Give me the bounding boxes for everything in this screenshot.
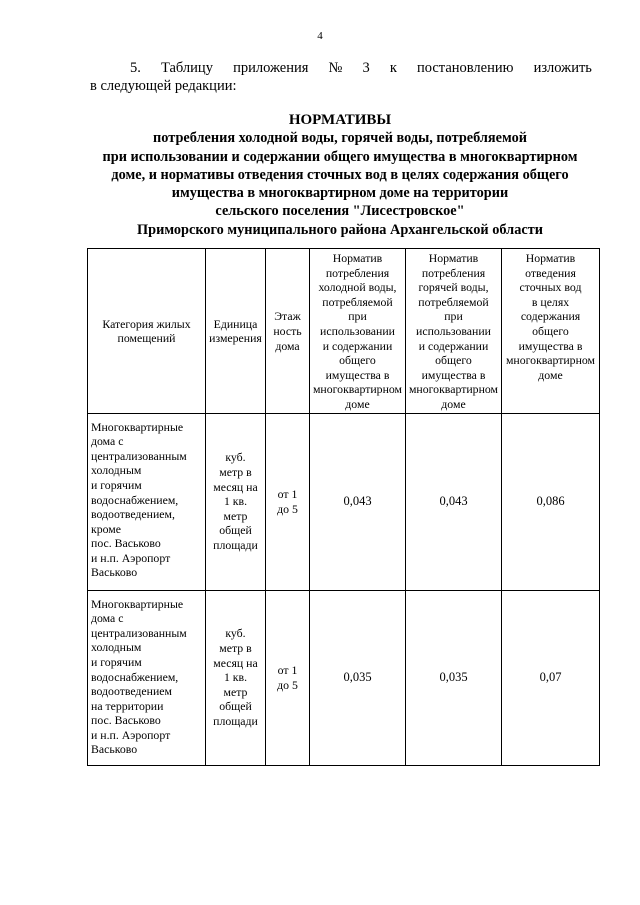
cell-line: кроме	[91, 521, 122, 536]
intro-word: постановлению	[417, 60, 514, 76]
cell-line: метр в	[219, 641, 252, 656]
cell-line: водоснабжением,	[91, 669, 179, 684]
intro-word: 3	[362, 60, 370, 76]
cell-line: многоквартирном	[312, 382, 403, 397]
cell-line: Норматив	[332, 251, 383, 265]
cell-line: при	[348, 309, 367, 324]
heading-line: имущества в многоквартирном доме на территории	[171, 185, 509, 202]
cell-line: общего	[339, 353, 376, 368]
cell-line: пос. Васьково	[91, 713, 161, 728]
cell-line: горячей воды,	[418, 280, 489, 295]
cell-line: и содержании	[322, 338, 393, 353]
cell-line: Многоквартирные	[91, 596, 184, 611]
cell-line: Норматив	[428, 251, 479, 265]
header-hot-water	[406, 249, 502, 414]
header-wastewater	[502, 249, 600, 414]
header-cold-water	[310, 249, 406, 414]
table-header-row	[88, 249, 600, 414]
cell-line: месяц на	[213, 479, 258, 494]
intro-word: №	[328, 60, 343, 76]
intro-word: изложить	[533, 60, 592, 76]
cell-line: использовании	[320, 323, 395, 338]
cell-line: 1 кв.	[223, 494, 248, 509]
cell-line: холодным	[91, 463, 142, 478]
cell-line: водоснабжением,	[91, 492, 179, 507]
cell-line: дома	[275, 338, 300, 353]
page-number: 4	[317, 30, 323, 42]
cell-line: многоквартирном	[408, 382, 499, 397]
cell-line: метр	[223, 684, 248, 699]
cell-line: содержания	[520, 309, 581, 324]
cell-line: холодной воды,	[318, 280, 397, 295]
cell-category	[88, 590, 206, 765]
header-category	[88, 249, 206, 414]
cell-line: и горячим	[91, 477, 142, 492]
heading-line: Приморского муниципального района Архангельской области	[137, 221, 543, 238]
cell-line: 1 кв.	[223, 670, 248, 685]
cell-line: доме	[441, 396, 466, 411]
cell-line: централизованным	[91, 448, 187, 463]
cell-line: площади	[213, 714, 258, 729]
intro-line-1	[90, 59, 592, 77]
cell-line: холодным	[91, 640, 142, 655]
cell-line: метр	[223, 508, 248, 523]
cell-line: дома с	[91, 611, 124, 626]
cell-category	[88, 413, 206, 590]
heading-title: НОРМАТИВЫ	[288, 112, 392, 128]
cell-line: централизованным	[91, 625, 187, 640]
cell-line: дома с	[91, 434, 124, 449]
intro-word: к	[389, 60, 397, 76]
cell-line: куб.	[225, 626, 246, 641]
cell-line: Васьково	[91, 565, 138, 580]
cell-hot-water: 0,043	[406, 413, 502, 590]
table-row	[88, 413, 600, 590]
heading-line: потребления холодной воды, горячей воды, потребляемой	[153, 130, 527, 147]
cell-line: и содержании	[418, 338, 489, 353]
cell-line: общей	[219, 523, 252, 538]
cell-line: общего	[435, 353, 472, 368]
cell-line: Норматив	[525, 251, 576, 265]
cell-line: до 5	[277, 501, 298, 516]
cell-floors	[266, 590, 310, 765]
cell-line: и н.п. Аэропорт	[91, 550, 171, 565]
cell-line: и н.п. Аэропорт	[91, 727, 171, 742]
cell-line: использовании	[416, 323, 491, 338]
cell-unit	[206, 413, 266, 590]
cell-line: куб.	[225, 450, 246, 465]
cell-line: от 1	[277, 662, 298, 677]
cell-line: отведения	[525, 265, 576, 280]
cell-line: имущества в	[325, 367, 390, 382]
intro-word: приложения	[233, 60, 309, 76]
intro-line-2: в следующей редакции:	[90, 78, 237, 94]
cell-line: метр в	[219, 465, 252, 480]
cell-line: Этаж	[274, 309, 301, 324]
cell-unit	[206, 590, 266, 765]
document-heading	[70, 111, 610, 239]
norms-table	[87, 248, 600, 766]
cell-line: сточных вод	[519, 280, 582, 295]
heading-line: сельского поселения "Лисестровское"	[215, 203, 465, 220]
cell-cold-water: 0,043	[310, 413, 406, 590]
cell-line: и горячим	[91, 654, 142, 669]
header-floors	[266, 249, 310, 414]
cell-line: Васьково	[91, 742, 138, 757]
cell-line: до 5	[277, 677, 298, 692]
cell-hot-water: 0,035	[406, 590, 502, 765]
cell-line: доме	[345, 396, 370, 411]
cell-line: многоквартирном	[505, 353, 596, 368]
cell-line: пос. Васьково	[91, 536, 161, 551]
table-row	[88, 590, 600, 765]
cell-floors	[266, 413, 310, 590]
cell-line: водоотведением,	[91, 507, 175, 522]
intro-paragraph	[90, 59, 592, 95]
intro-word: 5.	[130, 60, 141, 76]
intro-word: Таблицу	[160, 60, 213, 76]
cell-line: на территории	[91, 698, 164, 713]
cell-line: измерения	[209, 331, 262, 346]
cell-wastewater: 0,07	[502, 590, 600, 765]
cell-line: потребляемой	[418, 294, 489, 309]
cell-line: при	[444, 309, 463, 324]
cell-line: общего	[532, 323, 569, 338]
cell-line: потребления	[421, 265, 486, 280]
cell-line: Категория жилых	[102, 316, 191, 331]
cell-line: месяц на	[213, 655, 258, 670]
cell-line: имущества в	[421, 367, 486, 382]
cell-line: от 1	[277, 486, 298, 501]
cell-line: помещений	[117, 331, 176, 346]
cell-cold-water: 0,035	[310, 590, 406, 765]
cell-wastewater: 0,086	[502, 413, 600, 590]
cell-line: ность	[273, 323, 302, 338]
cell-line: потребления	[325, 265, 390, 280]
cell-line: водоотведением	[91, 684, 172, 699]
heading-line: при использовании и содержании общего имущества в многоквартирном	[102, 148, 578, 165]
cell-line: доме	[538, 367, 563, 382]
heading-line: доме, и нормативы отведения сточных вод в целях содержания общего	[111, 166, 569, 183]
cell-line: общей	[219, 699, 252, 714]
header-unit	[206, 249, 266, 414]
cell-line: имущества в	[518, 338, 583, 353]
cell-line: Многоквартирные	[91, 419, 184, 434]
cell-line: площади	[213, 538, 258, 553]
cell-line: потребляемой	[322, 294, 393, 309]
cell-line: в целях	[531, 294, 570, 309]
cell-line: Единица	[213, 316, 258, 331]
